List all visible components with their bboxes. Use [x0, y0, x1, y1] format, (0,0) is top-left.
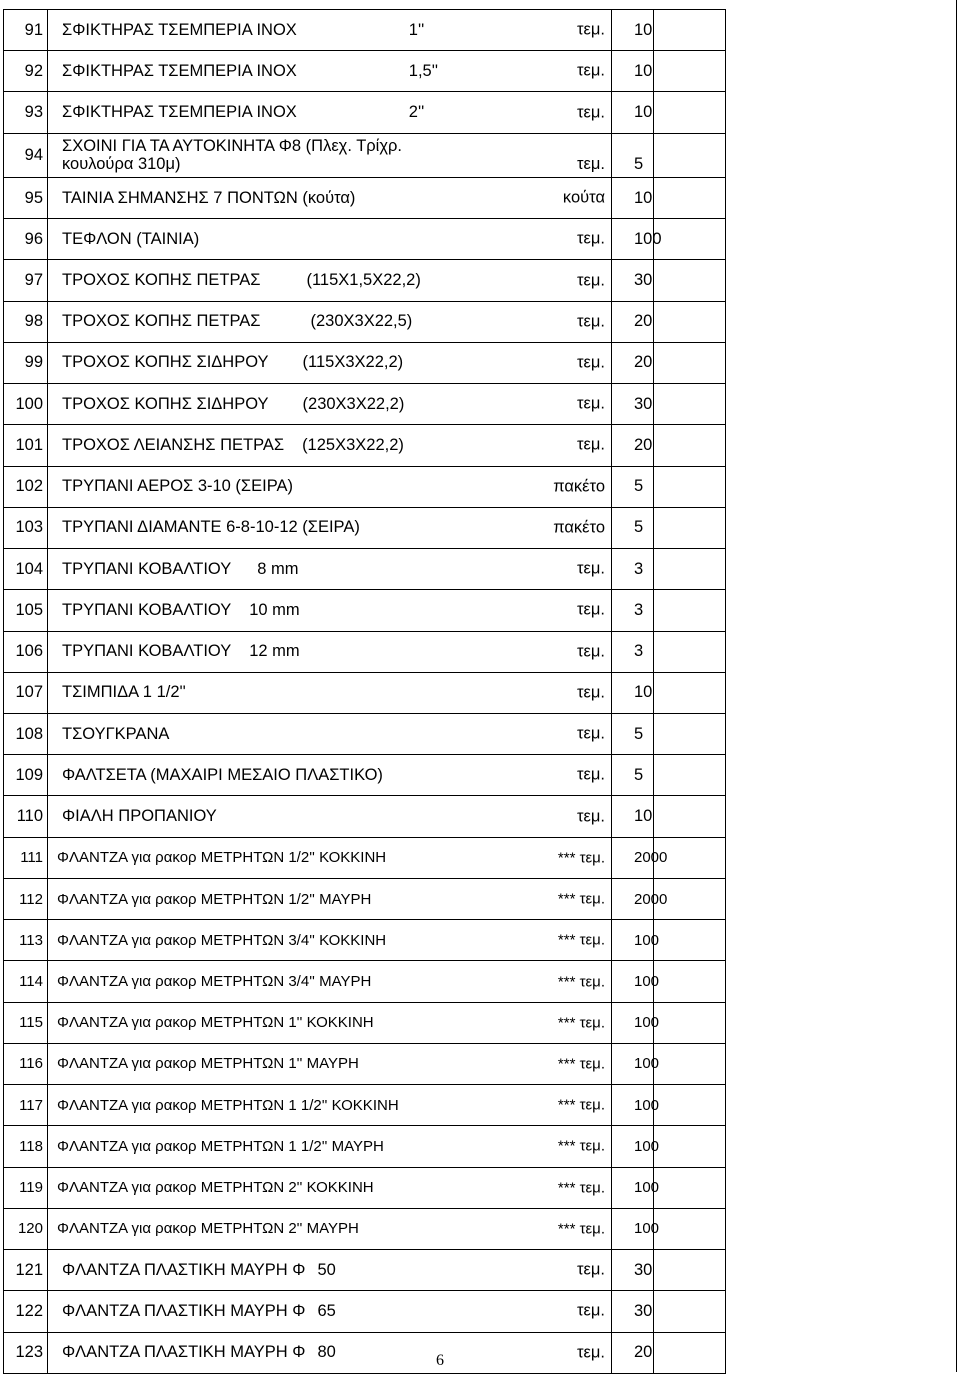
item-unit: τεμ.	[577, 435, 605, 454]
row-description	[48, 672, 612, 713]
row-number: 102	[4, 466, 48, 507]
item-spec: κουλούρα 310μ)	[62, 155, 181, 174]
row-number: 97	[4, 260, 48, 301]
row-number: 120	[4, 1208, 48, 1249]
row-number: 94	[4, 133, 48, 177]
table-row	[4, 1085, 726, 1126]
item-spec: (230Χ3Χ22,2)	[302, 394, 405, 413]
row-empty-cell	[654, 590, 726, 631]
page-edge-line	[956, 0, 957, 1372]
item-unit: *** τεμ.	[557, 1014, 605, 1032]
item-unit: *** τεμ.	[557, 931, 605, 949]
row-empty-cell	[654, 466, 726, 507]
item-name: ΣΧΟΙΝΙ ΓΙΑ ΤΑ ΑΥΤΟΚΙΝΗΤΑ Φ8 (Πλεχ. Τρίχρ.	[62, 137, 402, 156]
unit-box	[485, 302, 605, 342]
row-quantity: 30	[612, 260, 654, 301]
row-description	[48, 837, 612, 878]
row-description	[48, 796, 612, 837]
unit-box	[485, 838, 605, 878]
row-description	[48, 92, 612, 133]
unit-box	[485, 1126, 605, 1166]
item-unit: τεμ.	[577, 1343, 605, 1362]
row-number: 104	[4, 549, 48, 590]
row-quantity: 100	[612, 1043, 654, 1084]
row-number: 93	[4, 92, 48, 133]
row-quantity: 20	[612, 425, 654, 466]
row-description	[48, 1332, 612, 1373]
unit-box	[485, 1209, 605, 1249]
item-name: ΤΡΟΧΟΣ ΚΟΠΗΣ ΣΙΔΗΡΟΥ	[62, 394, 269, 413]
row-description	[48, 631, 612, 672]
row-quantity: 3	[612, 631, 654, 672]
item-spec: 50	[317, 1260, 336, 1279]
table-row	[4, 260, 726, 301]
row-quantity: 10	[612, 51, 654, 92]
row-quantity: 100	[612, 1002, 654, 1043]
item-spec: (115Χ1,5Χ22,2)	[306, 271, 421, 290]
item-unit: *** τεμ.	[557, 973, 605, 990]
row-number: 106	[4, 631, 48, 672]
unit-box	[485, 1003, 605, 1043]
row-quantity: 3	[612, 590, 654, 631]
row-description	[48, 1085, 612, 1126]
row-description	[48, 10, 612, 51]
unit-box	[485, 1044, 605, 1084]
row-description	[48, 549, 612, 590]
row-number: 100	[4, 384, 48, 425]
row-number: 96	[4, 219, 48, 260]
table-row	[4, 961, 726, 1002]
item-spec: 65	[317, 1301, 336, 1320]
row-quantity: 100	[612, 1167, 654, 1208]
unit-box	[485, 1333, 605, 1373]
row-empty-cell	[654, 425, 726, 466]
item-spec: 1''	[408, 20, 425, 39]
row-description	[48, 755, 612, 796]
row-number: 115	[4, 1002, 48, 1043]
table-row	[4, 425, 726, 466]
row-quantity: 20	[612, 301, 654, 342]
item-name: ΣΦΙΚΤΗΡΑΣ ΤΣΕΜΠΕΡΙΑ ΙΝΟΧ	[62, 20, 297, 39]
item-unit: τεμ.	[577, 353, 605, 372]
item-unit: *** τεμ.	[557, 890, 605, 908]
item-spec: (230Χ3Χ22,5)	[310, 312, 413, 331]
row-number: 101	[4, 425, 48, 466]
row-number: 99	[4, 342, 48, 383]
row-quantity: 5	[612, 755, 654, 796]
row-quantity: 10	[612, 672, 654, 713]
row-description	[48, 177, 612, 218]
row-empty-cell	[654, 92, 726, 133]
row-empty-cell	[654, 1002, 726, 1043]
row-empty-cell	[654, 260, 726, 301]
row-description	[48, 301, 612, 342]
item-unit: πακέτο	[553, 477, 605, 496]
unit-box	[485, 879, 605, 919]
row-quantity: 10	[612, 177, 654, 218]
item-unit: τεμ.	[577, 103, 605, 122]
row-description	[48, 133, 612, 177]
row-description	[48, 260, 612, 301]
row-empty-cell	[654, 342, 726, 383]
row-description	[48, 466, 612, 507]
item-unit: *** τεμ.	[557, 849, 605, 867]
unit-box	[485, 343, 605, 383]
item-unit: τεμ.	[577, 271, 605, 290]
item-name: ΤΡΟΧΟΣ ΚΟΠΗΣ ΠΕΤΡΑΣ	[62, 312, 261, 331]
item-spec: 2''	[408, 103, 425, 122]
table-row	[4, 384, 726, 425]
row-description	[48, 384, 612, 425]
item-unit: τεμ.	[577, 1301, 605, 1320]
row-quantity: 20	[612, 1332, 654, 1373]
row-quantity: 30	[612, 1291, 654, 1332]
item-name: ΤΡΥΠΑΝΙ ΔΙΑΜΑΝΤΕ 6-8-10-12 (ΣΕΙΡΑ)	[62, 518, 360, 537]
unit-box	[485, 1168, 605, 1208]
item-name: ΦΛΑΝΤΖΑ για ρακορ ΜΕΤΡΗΤΩΝ 1 1/2'' ΜΑΥΡΗ	[57, 1137, 384, 1155]
item-spec: (115Χ3Χ22,2)	[302, 353, 404, 372]
row-quantity: 30	[612, 384, 654, 425]
item-name: ΦΛΑΝΤΖΑ για ρακορ ΜΕΤΡΗΤΩΝ 1 1/2'' ΚΟΚΚΙΝΗ	[57, 1096, 399, 1114]
table-row	[4, 549, 726, 590]
table-row	[4, 1291, 726, 1332]
item-name: ΤΡΟΧΟΣ ΚΟΠΗΣ ΣΙΔΗΡΟΥ	[62, 353, 269, 372]
unit-box	[485, 961, 605, 1001]
table-row	[4, 1250, 726, 1291]
row-empty-cell	[654, 713, 726, 754]
item-name: ΦΛΑΝΤΖΑ για ρακορ ΜΕΤΡΗΤΩΝ 1/2'' ΚΟΚΚΙΝΗ	[57, 849, 387, 867]
unit-box	[485, 549, 605, 589]
table-row	[4, 466, 726, 507]
row-quantity: 5	[612, 507, 654, 548]
row-empty-cell	[654, 1043, 726, 1084]
item-name: ΤΡΟΧΟΣ ΛΕΙΑΝΣΗΣ ΠΕΤΡΑΣ	[62, 435, 285, 454]
unit-box	[485, 632, 605, 672]
item-unit: τεμ.	[577, 559, 605, 578]
item-name: ΤΡΥΠΑΝΙ ΑΕΡΟΣ 3-10 (ΣΕΙΡΑ)	[62, 477, 293, 496]
table-row	[4, 796, 726, 837]
unit-box	[485, 92, 605, 132]
table-row	[4, 672, 726, 713]
item-unit: τεμ.	[577, 1260, 605, 1279]
table-row	[4, 1126, 726, 1167]
row-quantity: 2000	[612, 878, 654, 919]
table-row	[4, 219, 726, 260]
row-empty-cell	[654, 219, 726, 260]
unit-box	[485, 508, 605, 548]
item-unit: τεμ.	[577, 61, 605, 80]
row-description	[48, 961, 612, 1002]
row-number: 119	[4, 1167, 48, 1208]
row-empty-cell	[654, 301, 726, 342]
unit-box	[485, 1291, 605, 1331]
unit-box	[485, 673, 605, 713]
unit-box	[485, 219, 605, 259]
row-number: 108	[4, 713, 48, 754]
unit-box	[485, 260, 605, 300]
item-name: ΤΣΟΥΓΚΡΑΝΑ	[62, 724, 170, 743]
row-number: 107	[4, 672, 48, 713]
row-number: 98	[4, 301, 48, 342]
table-row	[4, 177, 726, 218]
item-spec: 1,5''	[408, 61, 439, 80]
unit-box	[485, 796, 605, 836]
row-empty-cell	[654, 384, 726, 425]
table-row	[4, 1002, 726, 1043]
row-quantity: 3	[612, 549, 654, 590]
row-description	[48, 1002, 612, 1043]
row-empty-cell	[654, 1085, 726, 1126]
item-unit: τεμ.	[577, 642, 605, 661]
item-spec: 12 mm	[249, 642, 300, 661]
item-spec: 80	[317, 1343, 336, 1362]
row-empty-cell	[654, 177, 726, 218]
item-unit: τεμ.	[577, 600, 605, 619]
row-description	[48, 342, 612, 383]
row-quantity: 100	[612, 961, 654, 1002]
row-number: 118	[4, 1126, 48, 1167]
table-row	[4, 1332, 726, 1373]
table-row	[4, 1208, 726, 1249]
item-name: ΦΛΑΝΤΖΑ για ρακορ ΜΕΤΡΗΤΩΝ 3/4'' ΚΟΚΚΙΝΗ	[57, 931, 387, 949]
table-row	[4, 342, 726, 383]
row-description	[48, 1291, 612, 1332]
row-empty-cell	[654, 549, 726, 590]
item-spec: (125Χ3Χ22,2)	[302, 435, 404, 454]
row-empty-cell	[654, 10, 726, 51]
table-row	[4, 92, 726, 133]
row-description	[48, 878, 612, 919]
table-row	[4, 133, 726, 177]
item-unit: τεμ.	[577, 312, 605, 331]
item-name: ΦΛΑΝΤΖΑ για ρακορ ΜΕΤΡΗΤΩΝ 3/4'' ΜΑΥΡΗ	[57, 973, 372, 990]
row-empty-cell	[654, 133, 726, 177]
item-name: ΣΦΙΚΤΗΡΑΣ ΤΣΕΜΠΕΡΙΑ ΙΝΟΧ	[62, 61, 297, 80]
row-number: 112	[4, 878, 48, 919]
item-name: ΦΛΑΝΤΖΑ για ρακορ ΜΕΤΡΗΤΩΝ 1'' ΜΑΥΡΗ	[57, 1055, 359, 1073]
row-quantity: 10	[612, 796, 654, 837]
row-empty-cell	[654, 796, 726, 837]
row-description	[48, 1250, 612, 1291]
unit-box	[485, 51, 605, 91]
table-row	[4, 10, 726, 51]
item-name: ΤΡΥΠΑΝΙ ΚΟΒΑΛΤΙΟΥ	[62, 642, 232, 661]
row-empty-cell	[654, 1332, 726, 1373]
unit-box	[485, 1250, 605, 1290]
row-number: 121	[4, 1250, 48, 1291]
row-quantity: 100	[612, 920, 654, 961]
row-description	[48, 1126, 612, 1167]
item-unit: πακέτο	[553, 518, 605, 537]
item-name: ΤΕΦΛΟΝ (ΤΑΙΝΙΑ)	[62, 229, 200, 248]
unit-box	[485, 384, 605, 424]
item-name: ΦΛΑΝΤΖΑ για ρακορ ΜΕΤΡΗΤΩΝ 2'' ΚΟΚΚΙΝΗ	[57, 1179, 374, 1197]
unit-box	[485, 467, 605, 507]
row-quantity: 20	[612, 342, 654, 383]
item-name: ΤΡΟΧΟΣ ΚΟΠΗΣ ΠΕΤΡΑΣ	[62, 271, 261, 290]
row-empty-cell	[654, 1208, 726, 1249]
row-empty-cell	[654, 755, 726, 796]
unit-box	[485, 178, 605, 218]
row-quantity: 5	[612, 713, 654, 754]
item-unit: *** τεμ.	[557, 1096, 605, 1114]
table-row	[4, 301, 726, 342]
unit-box	[485, 920, 605, 960]
item-name: ΦΛΑΝΤΖΑ για ρακορ ΜΕΤΡΗΤΩΝ 1/2'' ΜΑΥΡΗ	[57, 890, 372, 908]
unit-box	[485, 714, 605, 754]
row-description	[48, 1208, 612, 1249]
table-row	[4, 755, 726, 796]
item-name: ΣΦΙΚΤΗΡΑΣ ΤΣΕΜΠΕΡΙΑ ΙΝΟΧ	[62, 103, 297, 122]
item-unit: κούτα	[562, 188, 605, 207]
row-description	[48, 51, 612, 92]
unit-box	[485, 425, 605, 465]
row-description	[48, 590, 612, 631]
row-description	[48, 219, 612, 260]
table-row	[4, 51, 726, 92]
row-empty-cell	[654, 507, 726, 548]
item-unit: τεμ.	[577, 229, 605, 248]
item-name: ΦΛΑΝΤΖΑ για ρακορ ΜΕΤΡΗΤΩΝ 1'' ΚΟΚΚΙΝΗ	[57, 1014, 374, 1032]
row-number: 95	[4, 177, 48, 218]
unit-box	[485, 134, 605, 177]
row-number: 116	[4, 1043, 48, 1084]
row-empty-cell	[654, 1291, 726, 1332]
row-quantity: 100	[612, 1085, 654, 1126]
row-description	[48, 507, 612, 548]
row-quantity: 30	[612, 1250, 654, 1291]
row-empty-cell	[654, 1126, 726, 1167]
row-empty-cell	[654, 631, 726, 672]
row-description	[48, 425, 612, 466]
row-number: 113	[4, 920, 48, 961]
item-name: ΦΛΑΝΤΖΑ ΠΛΑΣΤΙΚΗ ΜΑΥΡΗ Φ	[62, 1343, 306, 1362]
row-quantity: 5	[612, 466, 654, 507]
row-empty-cell	[654, 1250, 726, 1291]
item-unit: τεμ.	[577, 765, 605, 784]
row-quantity: 2000	[612, 837, 654, 878]
unit-box	[485, 10, 605, 50]
items-table-body	[4, 10, 726, 1374]
item-unit: τεμ.	[577, 807, 605, 826]
row-quantity: 10	[612, 92, 654, 133]
row-description	[48, 713, 612, 754]
row-empty-cell	[654, 1167, 726, 1208]
item-unit: τεμ.	[577, 683, 605, 702]
items-table	[3, 9, 726, 1374]
row-description	[48, 1167, 612, 1208]
row-number: 92	[4, 51, 48, 92]
table-row	[4, 837, 726, 878]
item-unit: τεμ.	[577, 724, 605, 743]
item-unit: *** τεμ.	[557, 1055, 605, 1073]
row-empty-cell	[654, 51, 726, 92]
row-empty-cell	[654, 961, 726, 1002]
item-name: ΦΛΑΝΤΖΑ για ρακορ ΜΕΤΡΗΤΩΝ 2'' ΜΑΥΡΗ	[57, 1220, 359, 1238]
row-number: 122	[4, 1291, 48, 1332]
item-unit: *** τεμ.	[557, 1179, 605, 1197]
item-name: ΤΑΙΝΙΑ ΣΗΜΑΝΣΗΣ 7 ΠΟΝΤΩΝ (κούτα)	[62, 188, 356, 207]
row-number: 123	[4, 1332, 48, 1373]
item-unit: τεμ.	[577, 20, 605, 39]
item-name: ΤΡΥΠΑΝΙ ΚΟΒΑΛΤΙΟΥ	[62, 600, 232, 619]
table-row	[4, 713, 726, 754]
table-row	[4, 590, 726, 631]
row-number: 109	[4, 755, 48, 796]
row-description	[48, 920, 612, 961]
item-name: ΤΡΥΠΑΝΙ ΚΟΒΑΛΤΙΟΥ	[62, 559, 232, 578]
table-row	[4, 631, 726, 672]
row-empty-cell	[654, 920, 726, 961]
table-row	[4, 507, 726, 548]
table-row	[4, 1167, 726, 1208]
item-name: ΦΙΑΛΗ ΠΡΟΠΑΝΙΟΥ	[62, 807, 217, 826]
item-name: ΦΛΑΝΤΖΑ ΠΛΑΣΤΙΚΗ ΜΑΥΡΗ Φ	[62, 1301, 306, 1320]
item-name: ΤΣΙΜΠΙΔΑ 1 1/2''	[62, 683, 186, 702]
row-description	[48, 1043, 612, 1084]
item-spec: 8 mm	[257, 559, 299, 578]
item-unit: *** τεμ.	[557, 1137, 605, 1155]
row-number: 105	[4, 590, 48, 631]
item-unit: τεμ.	[577, 394, 605, 413]
row-quantity: 100	[612, 219, 654, 260]
item-unit: *** τεμ.	[557, 1220, 605, 1238]
page-number: 6	[436, 1352, 444, 1369]
unit-box	[485, 755, 605, 795]
row-number: 111	[4, 837, 48, 878]
row-number: 110	[4, 796, 48, 837]
row-number: 103	[4, 507, 48, 548]
unit-box	[485, 1085, 605, 1125]
row-quantity: 5	[612, 133, 654, 177]
unit-box	[485, 590, 605, 630]
table-row	[4, 920, 726, 961]
item-unit: τεμ.	[577, 154, 605, 173]
row-number: 114	[4, 961, 48, 1002]
table-row	[4, 878, 726, 919]
row-quantity: 100	[612, 1208, 654, 1249]
row-quantity: 100	[612, 1126, 654, 1167]
row-number: 91	[4, 10, 48, 51]
row-number: 117	[4, 1085, 48, 1126]
table-row	[4, 1043, 726, 1084]
item-name: ΦΑΛΤΣΕΤΑ (ΜΑΧΑΙΡΙ ΜΕΣΑΙΟ ΠΛΑΣΤΙΚΟ)	[62, 765, 383, 784]
row-empty-cell	[654, 672, 726, 713]
item-name: ΦΛΑΝΤΖΑ ΠΛΑΣΤΙΚΗ ΜΑΥΡΗ Φ	[62, 1260, 306, 1279]
row-quantity: 10	[612, 10, 654, 51]
item-spec: 10 mm	[249, 600, 300, 619]
